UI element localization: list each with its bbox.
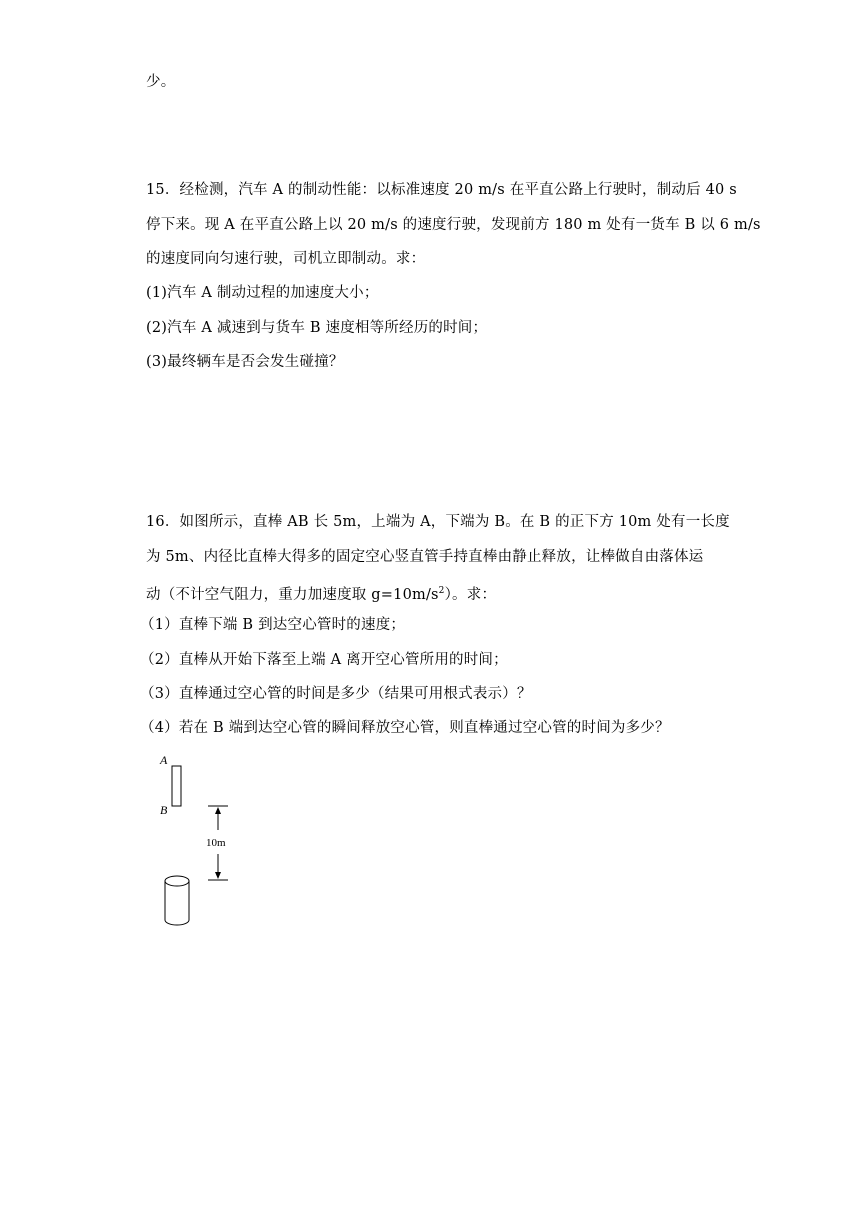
q15-line-2: 停下来。现 A 在平直公路上以 20 m/s 的速度行驶，发现前方 180 m 处有一货车 B 以 6 m/s [146, 217, 761, 233]
rod-ab [172, 766, 181, 806]
label-b: B [160, 803, 168, 817]
q15-line-3: 的速度同向匀速行驶，司机立即制动。求： [146, 251, 426, 267]
tube-body [165, 881, 189, 925]
q15-line-1: 15．经检测，汽车 A 的制动性能：以标准速度 20 m/s 在平直公路上行驶时，制动后 40 s [146, 182, 737, 198]
q16-sub-4: （4）若在 B 端到达空心管的瞬间释放空心管，则直棒通过空心管的时间为多少？ [140, 720, 670, 736]
q16-sub-1: （1）直棒下端 B 到达空心管时的速度； [140, 617, 406, 633]
q16-line-1: 16．如图所示，直棒 AB 长 5m，上端为 A，下端为 B。在 B 的正下方 10m 处有一长度 [146, 514, 730, 530]
q16-line-3 [146, 581, 496, 605]
tube-top [165, 876, 189, 886]
q15-sub-3: (3)最终辆车是否会发生碰撞？ [146, 354, 344, 370]
q16-sub-2: （2）直棒从开始下落至上端 A 离开空心管所用的时间； [140, 652, 508, 668]
q15-sub-2: (2)汽车 A 减速到与货车 B 速度相等所经历的时间； [146, 320, 488, 336]
label-a: A [160, 753, 168, 767]
q15-sub-1: (1)汽车 A 制动过程的加速度大小； [146, 285, 379, 301]
q16-line-3-end: ）。求： [444, 586, 497, 603]
arrow-down-head [215, 872, 221, 879]
distance-label: 10m [206, 837, 226, 849]
continuation-text: 少。 [146, 74, 176, 90]
q16-superscript: 2 [438, 586, 445, 596]
arrow-up-head [215, 807, 221, 814]
q16-sub-3: （3）直棒通过空心管的时间是多少（结果可用根式表示）？ [140, 686, 532, 702]
rod-tube-figure [150, 748, 250, 938]
q16-line-2: 为 5m、内径比直棒大得多的固定空心竖直管手持直棒由静止释放，让棒做自由落体运 [146, 549, 704, 565]
q16-line-3-text: 动（不计空气阻力，重力加速度取 g=10m/s [146, 586, 439, 603]
